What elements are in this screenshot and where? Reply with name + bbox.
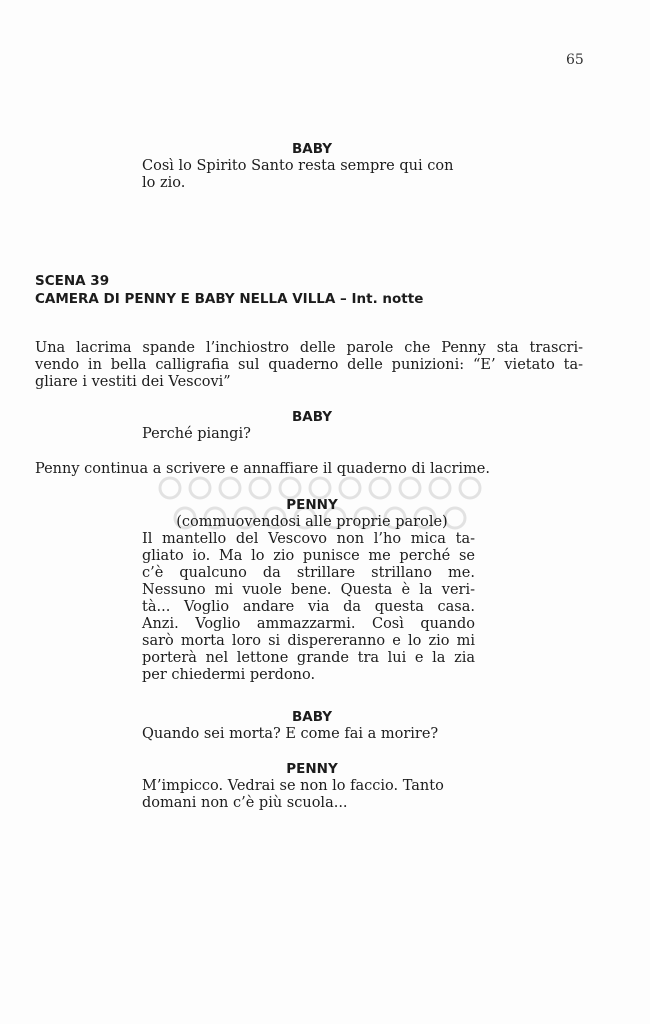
action-line: vendo in bella calligrafia sul quaderno delle punizioni: “E’ vietato ta- (35, 357, 583, 373)
character-name: PENNY (286, 497, 338, 513)
dialogue-line: M’impicco. Vedrai se non lo faccio. Tanto (142, 778, 444, 794)
dialogue-line: Così lo Spirito Santo resta sempre qui con (142, 158, 454, 174)
action-line: Una lacrima spande l’inchiostro delle parole che Penny sta trascri- (35, 340, 583, 356)
dialogue-line: porterà nel lettone grande tra lui e la zia (142, 650, 475, 666)
dialogue-line: Il mantello del Vescovo non l’ho mica ta- (142, 531, 475, 547)
action-line: Penny continua a scrivere e annaffiare il quaderno di lacrime. (35, 461, 490, 477)
dialogue (142, 726, 487, 743)
scene-number: SCENA 39 (35, 273, 110, 289)
character-name: BABY (291, 409, 333, 425)
dialogue (142, 158, 487, 192)
dialogue-line: tà... Voglio andare via da questa casa. (142, 599, 475, 615)
character-name: BABY (291, 709, 333, 725)
action-text (35, 340, 583, 391)
parenthetical: (commuovendosi alle proprie parole) (176, 514, 448, 530)
dialogue-line: Anzi. Voglio ammazzarmi. Così quando (142, 616, 475, 632)
character-name: BABY (291, 141, 333, 157)
dialogue (142, 426, 487, 443)
dialogue (142, 531, 475, 684)
action-line: gliare i vestiti dei Vescovi” (35, 374, 231, 390)
dialogue-line: domani non c’è più scuola... (142, 795, 348, 811)
dialogue (142, 778, 475, 812)
page-number: 65 (566, 52, 584, 68)
dialogue-line: per chiedermi perdono. (142, 667, 316, 683)
dialogue-line: c’è qualcuno da strillare strillano me. (142, 565, 475, 581)
dialogue-line: lo zio. (142, 175, 186, 191)
scene-title: CAMERA DI PENNY E BABY NELLA VILLA – Int. notte (35, 291, 424, 307)
character-name: PENNY (286, 761, 338, 777)
dialogue-line: Quando sei morta? E come fai a morire? (142, 726, 439, 742)
scene-heading (35, 272, 595, 308)
dialogue-line: Nessuno mi vuole bene. Questa è la veri- (142, 582, 475, 598)
dialogue-line: gliato io. Ma lo zio punisce me perché se (142, 548, 475, 564)
dialogue-line: sarò morta loro si dispereranno e lo zio mi (142, 633, 475, 649)
dialogue-line: Perché piangi? (142, 426, 251, 442)
